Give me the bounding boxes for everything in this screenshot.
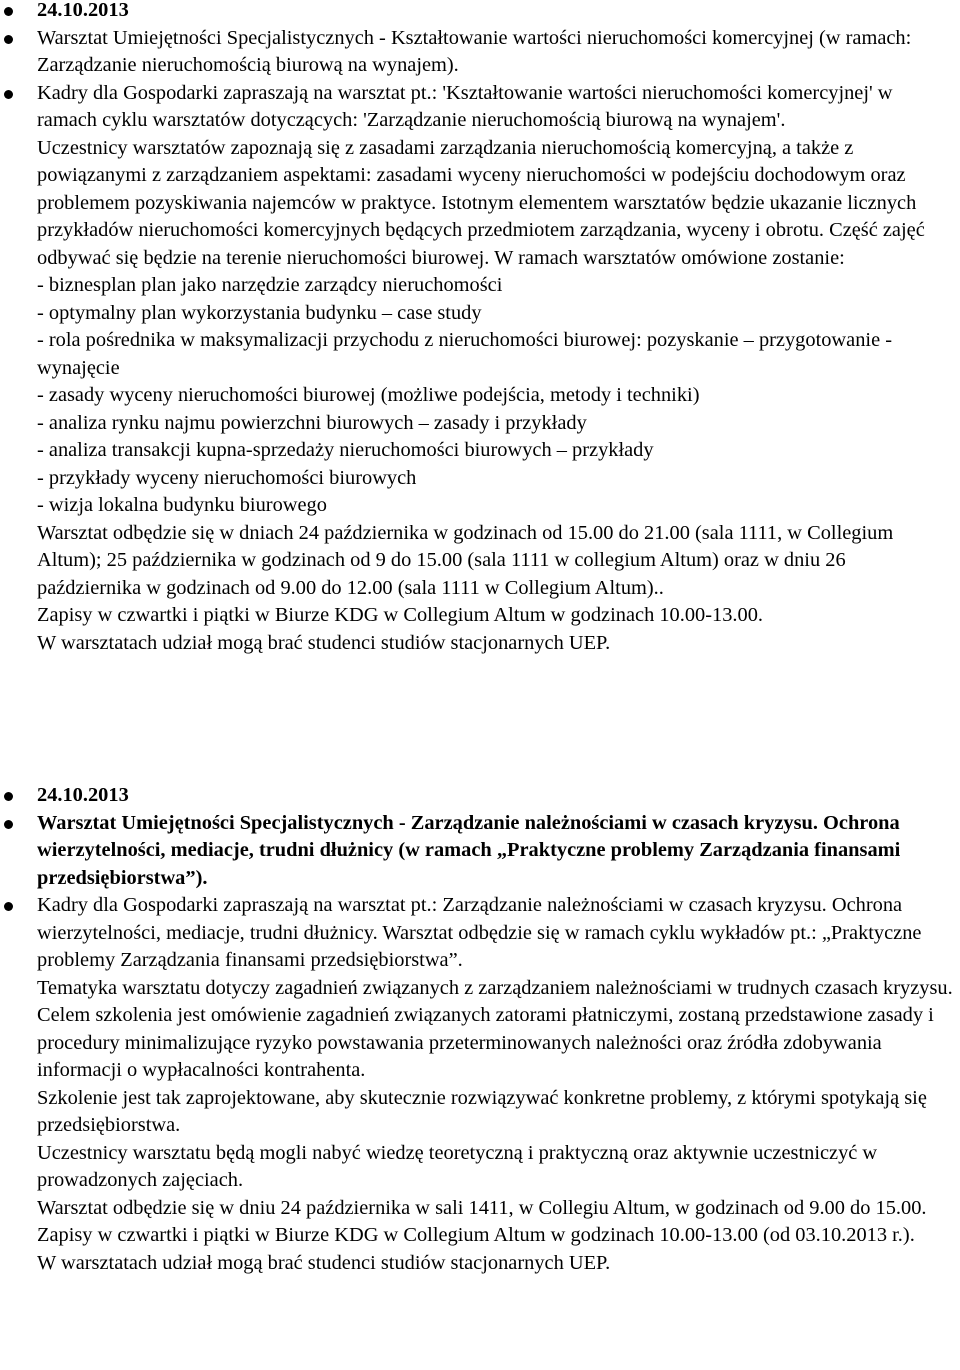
bullet-icon — [4, 7, 13, 16]
entry-date: 24.10.2013 — [37, 0, 129, 21]
entry-body-item — [0, 80, 960, 658]
bullet-icon — [4, 792, 13, 801]
entry-date: 24.10.2013 — [37, 784, 129, 806]
entry-date-item — [0, 0, 960, 25]
topic-list-item: - wizja lokalna budynku biurowego — [37, 494, 327, 516]
registration-text: Zapisy w czwartki i piątki w Biurze KDG w Collegium Altum w godzinach 10.00-13.00 (od 03.10.2013 r.). — [37, 1224, 915, 1246]
entry-title-item — [0, 810, 960, 893]
bullet-icon — [4, 35, 13, 44]
topic-list-item: - przykłady wyceny nieruchomości biurowych — [37, 466, 417, 489]
entry-date-item — [0, 782, 960, 810]
entry-intro: Kadry dla Gospodarki zapraszają na warsztat pt.: Zarządzanie należnościami w czasach kryzysu. Ochrona wierzytelności, mediacje, trudni dłużnicy. Warsztat odbędzie się w ramach cyklu wykładów pt.: „Praktyczne problemy Zarządzania finansami przedsiębiorstwa”. — [37, 894, 922, 971]
entry-paragraph: Uczestnicy warsztatów zapoznają się z zasadami zarządzania nieruchomością komercyjną, a także z powiązanymi z zarządzaniem aspektami: zasadami wyceny nieruchomości w podejściu dochodowym oraz problemem pozyskiwania najemców w praktyce. Istotnym elementem warsztatów będzie ukazanie licznych przykładów nieruchomości komercyjnych będących przedmiotem zarządzania, wyceny i obrotu. Część zajęć odbywać się będzie na terenie nieruchomości biurowej. W ramach warsztatów omówione zostanie: — [37, 136, 925, 269]
entry-title-item — [0, 25, 960, 80]
entry-intro: Kadry dla Gospodarki zapraszają na warsztat pt.: 'Kształtowanie wartości nieruchomości komercyjnej' w ramach cyklu warsztatów dotyczących: 'Zarządzanie nieruchomością biurową na wynajem'. — [37, 81, 893, 131]
schedule-text: Warsztat odbędzie się w dniach 24 października w godzinach od 15.00 do 21.00 (sala 1111, w Collegium Altum); 25 października w godzinach od 9 do 15.00 (sala 1111 w collegium Altum) oraz w dniu 26 października w godzinach od 9.00 do 12.00 (sala 1111 w Collegium Altum).. — [37, 521, 894, 599]
topic-list-item: - analiza rynku najmu powierzchni biurowych – zasady i przykłady — [37, 411, 587, 434]
topic-list-item: - biznesplan plan jako narzędzie zarządcy nieruchomości — [37, 274, 503, 296]
event-entry-1 — [0, 0, 960, 657]
topic-list-item: - analiza transakcji kupna-sprzedaży nieruchomości biurowych – przykłady — [37, 439, 654, 461]
eligibility-text: W warsztatach udział mogą brać studenci studiów stacjonarnych UEP. — [37, 631, 611, 654]
entry-paragraph: Tematyka warsztatu dotyczy zagadnień związanych z zarządzaniem należnościami w trudnych czasach kryzysu. Celem szkolenia jest omówienie zagadnień związanych zatorami płatniczymi, zostaną przedstawione zasady i procedury minimalizujące ryzyko powstawania przeterminowanych należności oraz źródła zdobywania informacji o wypłacalności kontrahenta. — [37, 976, 953, 1081]
schedule-text: Warsztat odbędzie się w dniu 24 października w sali 1411, w Collegiu Altum, w godzinach od 9.00 do 15.00. — [37, 1196, 927, 1219]
bullet-icon — [4, 90, 13, 99]
topic-list-item: - zasady wyceny nieruchomości biurowej (możliwe podejścia, metody i techniki) — [37, 384, 700, 406]
entry-paragraph: Uczestnicy warsztatu będą mogli nabyć wiedzę teoretyczną i praktyczną oraz aktywnie uczestniczyć w prowadzonych zajęciach. — [37, 1141, 878, 1191]
eligibility-text: W warsztatach udział mogą brać studenci studiów stacjonarnych UEP. — [37, 1251, 611, 1274]
topic-list-item: - optymalny plan wykorzystania budynku – case study — [37, 301, 482, 324]
registration-text: Zapisy w czwartki i piątki w Biurze KDG w Collegium Altum w godzinach 10.00-13.00. — [37, 604, 764, 626]
entry-title: Warsztat Umiejętności Specjalistycznych - Kształtowanie wartości nieruchomości komercyjnej (w ramach: Zarządzanie nieruchomością biurową na wynajem). — [37, 26, 912, 76]
bullet-icon — [4, 902, 13, 911]
bullet-icon — [4, 820, 13, 829]
entry-body-item — [0, 892, 960, 1277]
topic-list-item: - rola pośrednika w maksymalizacji przychodu z nieruchomości biurowej: pozyskanie – przygotowanie - wynajęcie — [37, 329, 893, 379]
entry-title: Warsztat Umiejętności Specjalistycznych - Zarządzanie należnościami w czasach kryzysu. Ochrona wierzytelności, mediacje, trudni dłużnicy (w ramach „Praktyczne problemy Zarządzania finansami przedsiębiorstwa”). — [37, 811, 901, 889]
entry-paragraph: Szkolenie jest tak zaprojektowane, aby skutecznie rozwiązywać konkretne problemy, z którymi spotykają się przedsiębiorstwa. — [37, 1086, 927, 1136]
event-entry-2 — [0, 782, 960, 1277]
